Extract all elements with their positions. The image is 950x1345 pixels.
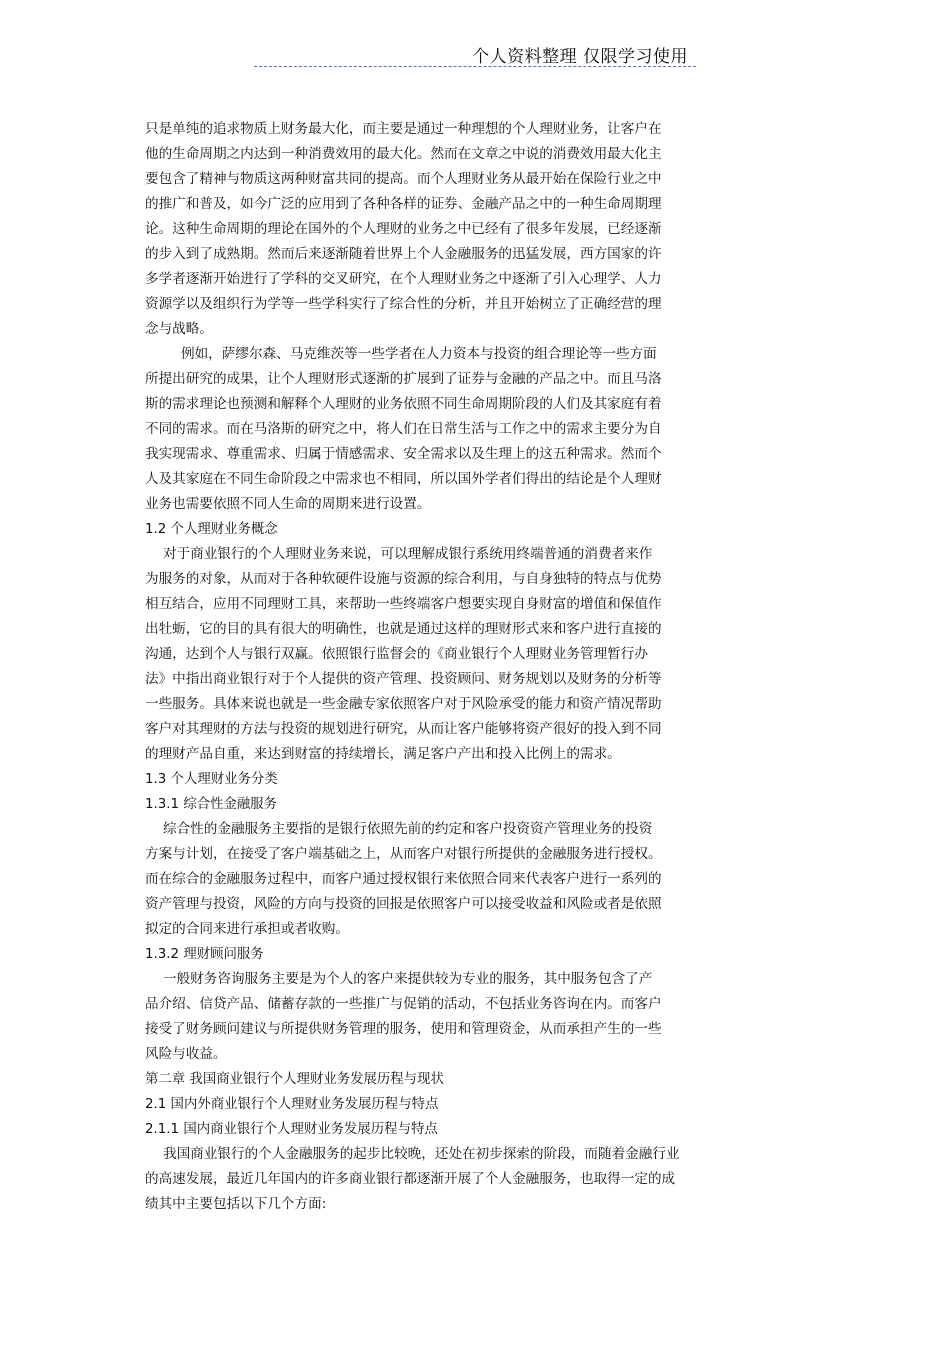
paragraph-line: 不同的需求。而在马洛斯的研究之中，将人们在日常生活与工作之中的需求主要分为自 xyxy=(145,421,662,437)
paragraph-line: 综合性的金融服务主要指的是银行依照先前的约定和客户投资资产管理业务的投资 xyxy=(163,821,653,837)
paragraph-line: 而在综合的金融服务过程中，而客户通过授权银行来依照合同来代表客户进行一系列的 xyxy=(145,871,662,887)
paragraph-line: 出牡蛎，它的目的具有很大的明确性，也就是通过这样的理财形式来和客户进行直接的 xyxy=(145,621,662,637)
paragraph-line: 的步入到了成熟期。然而后来逐渐随着世界上个人金融服务的迅猛发展，西方国家的许 xyxy=(145,246,662,262)
paragraph-line: 一般财务咨询服务主要是为个人的客户来提供较为专业的服务，其中服务包含了产 xyxy=(163,971,653,987)
paragraph-line: 对于商业银行的个人理财业务来说，可以理解成银行系统用终端普通的消费者来作 xyxy=(163,546,653,562)
paragraph-line: 拟定的合同来进行承担或者收购。 xyxy=(145,921,349,937)
paragraph-line: 风险与收益。 xyxy=(145,1046,227,1062)
paragraph-line: 品介绍、信贷产品、储蓄存款的一些推广与促销的活动，不包括业务咨询在内。而客户 xyxy=(145,996,662,1012)
paragraph-line: 相互结合，应用不同理财工具，来帮助一些终端客户想要实现自身财富的增值和保值作 xyxy=(145,596,662,612)
paragraph-line: 的理财产品自重，来达到财富的持续增长，满足客户产出和投入比例上的需求。 xyxy=(145,746,621,762)
paragraph-line: 法》中指出商业银行对于个人提供的资产管理、投资顾问、财务规划以及财务的分析等 xyxy=(145,671,662,687)
paragraph-line: 客户对其理财的方法与投资的规划进行研究，从而让客户能够将资产很好的投入到不同 xyxy=(145,721,662,737)
paragraph-line: 念与战略。 xyxy=(145,321,213,337)
paragraph-line: 沟通，达到个人与银行双赢。依照银行监督会的《商业银行个人理财业务管理暂行办 xyxy=(145,646,648,662)
document-body xyxy=(145,117,730,1217)
paragraph-line: 接受了财务顾问建议与所提供财务管理的服务，使用和管理资金，从而承担产生的一些 xyxy=(145,1021,662,1037)
paragraph-line: 论。这种生命周期的理论在国外的个人理财的业务之中已经有了很多年发展，已经逐渐 xyxy=(145,221,662,237)
paragraph-line: 人及其家庭在不同生命阶段之中需求也不相同，所以国外学者们得出的结论是个人理财 xyxy=(145,471,662,487)
paragraph-line: 的高速发展，最近几年国内的许多商业银行都逐渐开展了个人金融服务，也取得一定的成 xyxy=(145,1171,676,1187)
section-heading: 2.1 国内外商业银行个人理财业务发展历程与特点 xyxy=(145,1097,439,1112)
paragraph-line: 我实现需求、尊重需求、归属于情感需求、安全需求以及生理上的这五种需求。然而个 xyxy=(145,446,662,462)
paragraph-line: 例如，萨缪尔森、马克维茨等一些学者在人力资本与投资的组合理论等一些方面 xyxy=(181,346,657,362)
paragraph-line: 业务也需要依照不同人生命的周期来进行设置。 xyxy=(145,496,431,512)
section-heading: 第二章 我国商业银行个人理财业务发展历程与现状 xyxy=(145,1072,444,1087)
paragraph-line: 只是单纯的追求物质上财务最大化，而主要是通过一种理想的个人理财业务，让客户在 xyxy=(145,121,662,137)
page-header xyxy=(254,40,696,67)
section-heading: 1.3.2 理财顾问服务 xyxy=(145,947,264,962)
header-text: 个人资料整理 仅限学习使用 xyxy=(472,47,688,67)
paragraph-line: 要包含了精神与物质这两种财富共同的提高。而个人理财业务从最开始在保险行业之中 xyxy=(145,171,662,187)
section-heading: 1.2 个人理财业务概念 xyxy=(145,522,278,537)
paragraph-line: 的推广和普及，如今广泛的应用到了各种各样的证券、金融产品之中的一种生命周期理 xyxy=(145,196,662,212)
paragraph-line: 一些服务。具体来说也就是一些金融专家依照客户对于风险承受的能力和资产情况帮助 xyxy=(145,696,662,712)
paragraph-line: 我国商业银行的个人金融服务的起步比较晚，还处在初步探索的阶段，而随着金融行业 xyxy=(163,1146,680,1162)
section-heading: 1.3.1 综合性金融服务 xyxy=(145,797,278,812)
paragraph-line: 他的生命周期之内达到一种消费效用的最大化。然而在文章之中说的消费效用最大化主 xyxy=(145,146,662,162)
section-heading: 1.3 个人理财业务分类 xyxy=(145,772,278,787)
paragraph-line: 多学者逐渐开始进行了学科的交叉研究，在个人理财业务之中逐渐了引入心理学、人力 xyxy=(145,271,662,287)
paragraph-line: 为服务的对象，从而对于各种软硬件设施与资源的综合利用，与自身独特的特点与优势 xyxy=(145,571,662,587)
paragraph-line: 所提出研究的成果，让个人理财形式逐渐的扩展到了证券与金融的产品之中。而且马洛 xyxy=(145,371,662,387)
paragraph-line: 方案与计划，在接受了客户端基础之上，从而客户对银行所提供的金融服务进行授权。 xyxy=(145,846,662,862)
paragraph-line: 资源学以及组织行为学等一些学科实行了综合性的分析，并且开始树立了正确经营的理 xyxy=(145,296,662,312)
paragraph-line: 资产管理与投资，风险的方向与投资的回报是依照客户可以接受收益和风险或者是依照 xyxy=(145,896,662,912)
paragraph-line: 斯的需求理论也预测和解释个人理财的业务依照不同生命周期阶段的人们及其家庭有着 xyxy=(145,396,662,412)
section-heading: 2.1.1 国内商业银行个人理财业务发展历程与特点 xyxy=(145,1122,438,1137)
paragraph-line: 绩其中主要包括以下几个方面: xyxy=(145,1196,327,1212)
